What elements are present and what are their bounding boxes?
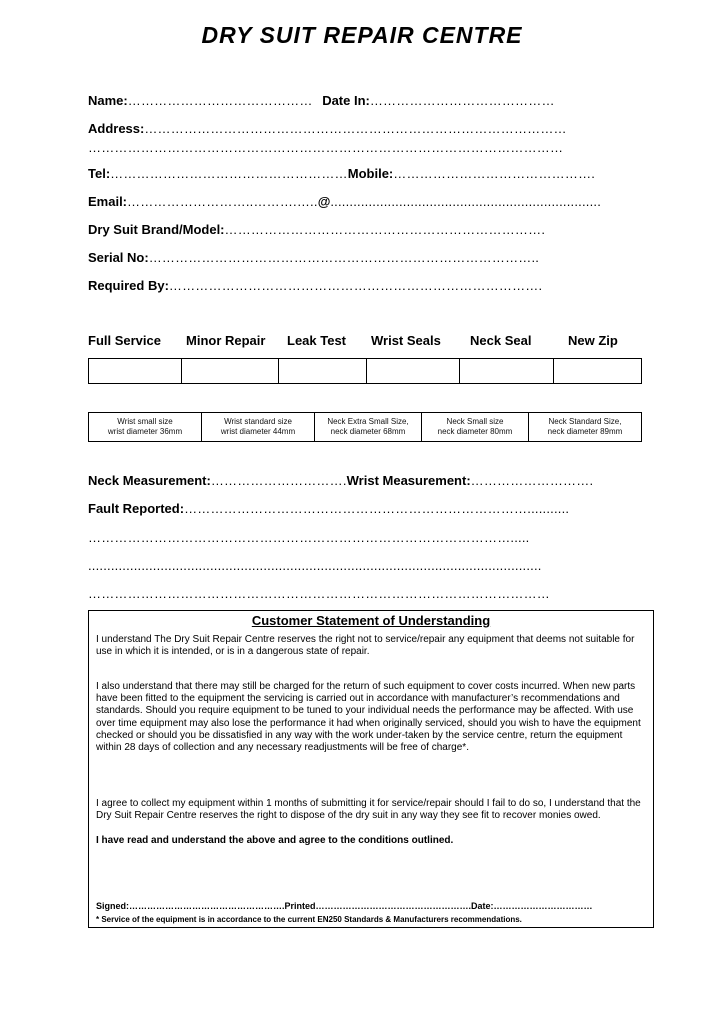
- seal-size-neck-small[interactable]: Neck Small size neck diameter 80mm: [422, 413, 529, 442]
- required-row: [88, 278, 648, 294]
- name-label: Name:: [88, 93, 128, 108]
- service-leak-test-label: Leak Test: [287, 333, 347, 348]
- fault-label: Fault Reported:: [88, 501, 185, 516]
- name-row: [88, 93, 648, 109]
- address-field[interactable]: ……………………………………………………………………………………: [144, 121, 567, 136]
- date-in-label: Date In:: [322, 93, 370, 108]
- mobile-field[interactable]: ……………………………………….: [393, 166, 596, 181]
- address-label: Address:: [88, 121, 145, 136]
- fault-line-3: [88, 558, 648, 574]
- measurement-row: [88, 473, 648, 489]
- seal-size-wrist-small[interactable]: Wrist small size wrist diameter 36mm: [89, 413, 202, 442]
- fault-field[interactable]: ……………………………………………………………………...........: [184, 501, 570, 516]
- brand-label: Dry Suit Brand/Model:: [88, 222, 225, 237]
- neck-measurement-field[interactable]: ………………………….: [210, 473, 347, 488]
- service-minor-repair-box[interactable]: [182, 359, 279, 384]
- service-new-zip-box[interactable]: [554, 359, 642, 384]
- required-label: Required By:: [88, 278, 169, 293]
- service-wrist-seals-box[interactable]: [367, 359, 460, 384]
- statement-footnote: * Service of the equipment is in accordance to the current EN250 Standards & Manufacturers recommendations.: [96, 915, 522, 924]
- tel-field[interactable]: ………………………………………………: [110, 166, 348, 181]
- wrist-measurement-label: Wrist Measurement:: [346, 473, 471, 488]
- service-full-service-label: Full Service: [88, 333, 161, 348]
- fault-field-line-4[interactable]: ……………………………………………………………………………………………: [88, 586, 550, 601]
- brand-field[interactable]: ……………………………………………………………….: [224, 222, 546, 237]
- statement-title: Customer Statement of Understanding: [251, 613, 491, 628]
- address-row: [88, 121, 648, 137]
- statement-paragraph-2: I also understand that there may still be charged for the return of such equipment to cover costs incurred. When new parts have been fitted to the equipment the servicing is carried out in accordance with manufacturer’s recommendations and standards. Should you require equipment to be tuned to your individual needs the performance may be affected. With use over time equipment may also lose the performance it had when originally serviced, should you wish to have the equipment checked or should you be dissatisfied in any way with the work under-taken by the service centre, return the equipment within 28 days of collection and any necessary readjustments will be free of charge*.: [96, 681, 641, 754]
- fault-line-2: [88, 530, 648, 546]
- service-new-zip-label: New Zip: [568, 333, 618, 348]
- fault-line-4: [88, 586, 648, 602]
- seal-size-wrist-standard[interactable]: Wrist standard size wrist diameter 44mm: [202, 413, 315, 442]
- customer-statement-box: [88, 610, 654, 928]
- fault-field-line-3[interactable]: .......................................................................................................................: [88, 558, 542, 573]
- serial-field[interactable]: ……………………………………………………………………………..: [148, 250, 540, 265]
- address-field-line-2[interactable]: ………………………………………………………………………………………………: [88, 140, 564, 155]
- date-in-field[interactable]: ……………………………………: [369, 93, 555, 108]
- wrist-measurement-field[interactable]: ……………………….: [470, 473, 594, 488]
- required-field[interactable]: ………………………………………………………………………….: [168, 278, 543, 293]
- email-field[interactable]: ………………………..……….…..: [127, 194, 318, 209]
- statement-agreement: I have read and understand the above and agree to the conditions outlined.: [96, 835, 454, 846]
- service-full-service-box[interactable]: [89, 359, 182, 384]
- tel-row: [88, 166, 648, 182]
- seal-size-neck-extra-small[interactable]: Neck Extra Small Size, neck diameter 68mm: [315, 413, 422, 442]
- service-checkbox-row: [88, 358, 642, 384]
- serial-row: [88, 250, 648, 266]
- email-domain-field[interactable]: .......................................................................: [330, 194, 602, 209]
- email-row: [88, 194, 648, 210]
- mobile-label: Mobile:: [347, 166, 394, 181]
- email-at-sign: @: [317, 194, 331, 209]
- signature-line[interactable]: Signed:…………………………………………….Printed…………………………………………….Date:……………………………: [96, 901, 593, 911]
- service-options: [88, 333, 648, 351]
- service-leak-test-box[interactable]: [279, 359, 367, 384]
- form-title: DRY SUIT REPAIR CENTRE: [201, 22, 523, 48]
- service-minor-repair-label: Minor Repair: [186, 333, 266, 348]
- tel-label: Tel:: [88, 166, 111, 181]
- email-label: Email:: [88, 194, 128, 209]
- neck-measurement-label: Neck Measurement:: [88, 473, 211, 488]
- address-line-2: [88, 140, 648, 156]
- statement-paragraph-3: I agree to collect my equipment within 1 months of submitting it for service/repair should I fail to do so, I understand that the Dry Suit Repair Centre reserves the right to dispose of the dry suit in any way they see fit to recover monies owed.: [96, 798, 641, 822]
- service-neck-seal-box[interactable]: [460, 359, 554, 384]
- service-wrist-seals-label: Wrist Seals: [371, 333, 441, 348]
- fault-field-line-2[interactable]: …………………………………………………………………………………….....: [88, 530, 530, 545]
- seal-size-table: [88, 412, 642, 442]
- serial-label: Serial No:: [88, 250, 149, 265]
- statement-paragraph-1: I understand The Dry Suit Repair Centre reserves the right not to service/repair any equipment that deems not suitable for use in which it is intended, or is in a dangerous state of repair.: [96, 634, 635, 658]
- service-neck-seal-label: Neck Seal: [470, 333, 532, 348]
- fault-row: [88, 501, 648, 517]
- seal-size-neck-standard[interactable]: Neck Standard Size, neck diameter 89mm: [529, 413, 642, 442]
- brand-row: [88, 222, 648, 238]
- name-field[interactable]: ……………………………………: [127, 93, 313, 108]
